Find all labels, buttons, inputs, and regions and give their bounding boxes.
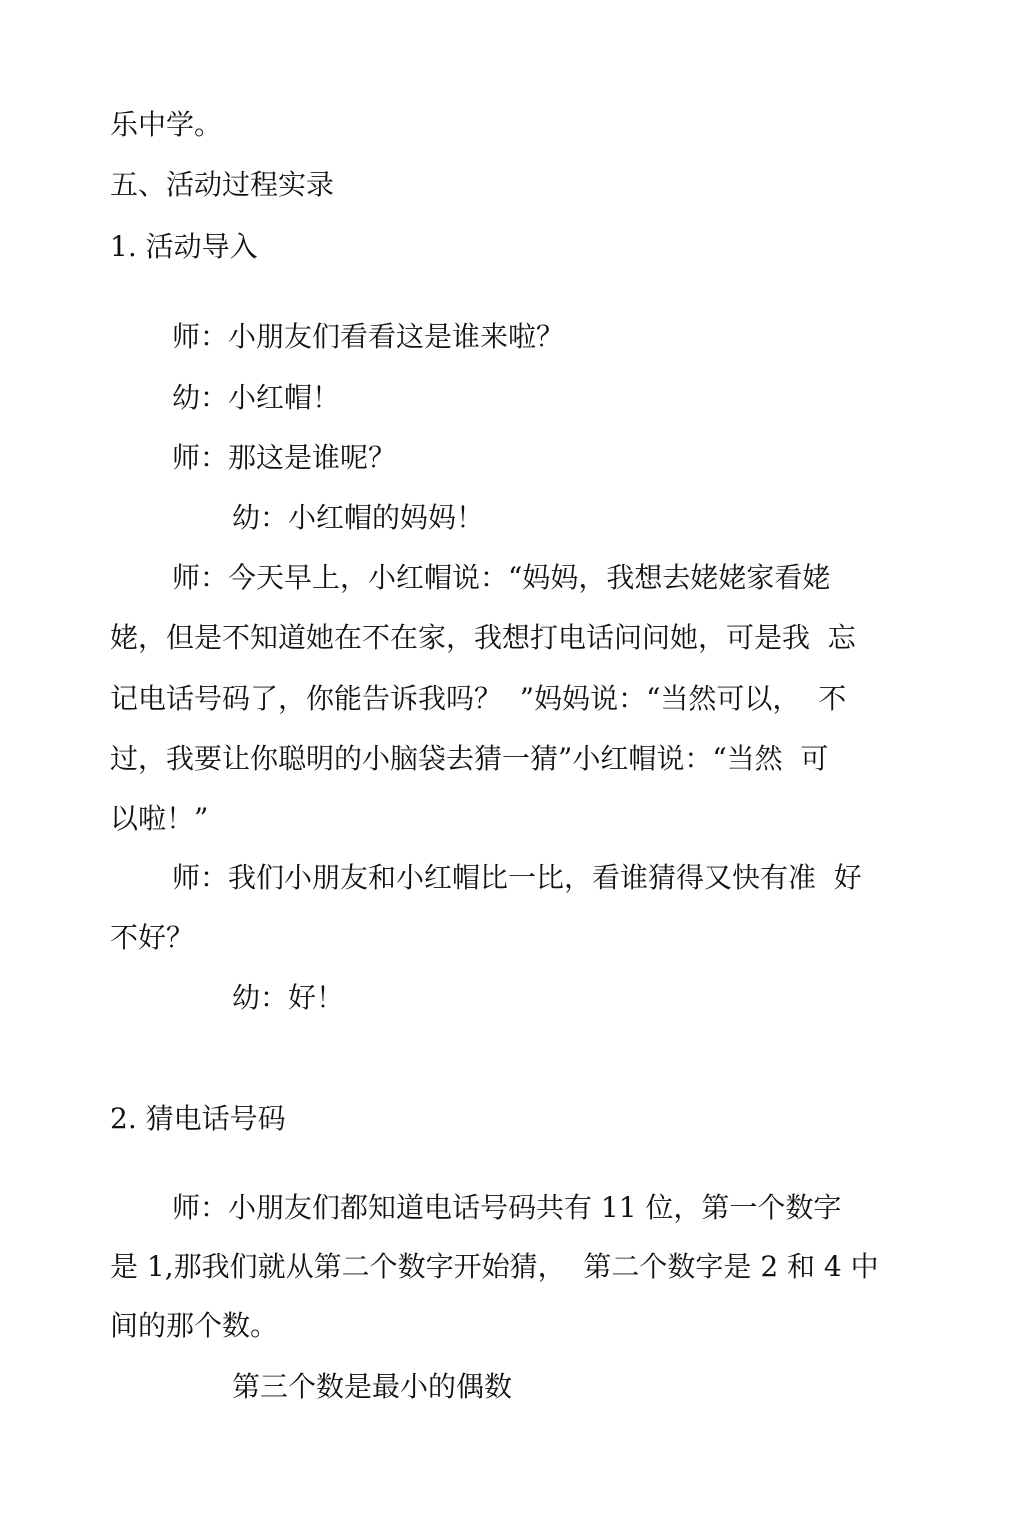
dialogue-line: 是 1,那我们就从第二个数字开始猜， 第二个数字是 2 和 4 中 xyxy=(110,1250,879,1283)
dialogue-line: 师：小朋友们都知道电话号码共有 11 位，第一个数字 xyxy=(172,1191,842,1224)
dialogue-line: 记电话号码了，你能告诉我吗？ ”妈妈说：“当然可以， 不 xyxy=(110,682,847,715)
section-heading: 五、活动过程实录 xyxy=(110,168,335,201)
subsection-heading: 2. 猜电话号码 xyxy=(110,1102,286,1135)
dialogue-line: 以啦！” xyxy=(110,802,209,835)
dialogue-line: 间的那个数。 xyxy=(110,1309,279,1342)
dialogue-line: 师：小朋友们看看这是谁来啦？ xyxy=(172,320,565,353)
dialogue-line: 师：我们小朋友和小红帽比一比，看谁猜得又快有准 好 xyxy=(172,861,862,894)
text-line: 乐中学。 xyxy=(110,108,223,141)
dialogue-line: 师：那这是谁呢？ xyxy=(172,441,397,474)
dialogue-line: 不好？ xyxy=(110,921,195,954)
dialogue-line: 师：今天早上，小红帽说：“妈妈，我想去姥姥家看姥 xyxy=(172,561,831,594)
dialogue-line: 幼：好！ xyxy=(232,981,345,1014)
dialogue-line: 姥，但是不知道她在不在家，我想打电话问问她，可是我 忘 xyxy=(110,621,856,654)
dialogue-line: 幼：小红帽的妈妈！ xyxy=(232,501,485,534)
dialogue-line: 过，我要让你聪明的小脑袋去猜一猜”小红帽说：“当然 可 xyxy=(110,742,829,775)
subsection-heading: 1. 活动导入 xyxy=(110,230,258,263)
dialogue-line: 幼：小红帽！ xyxy=(172,381,341,414)
text-line: 第三个数是最小的偶数 xyxy=(232,1370,513,1403)
